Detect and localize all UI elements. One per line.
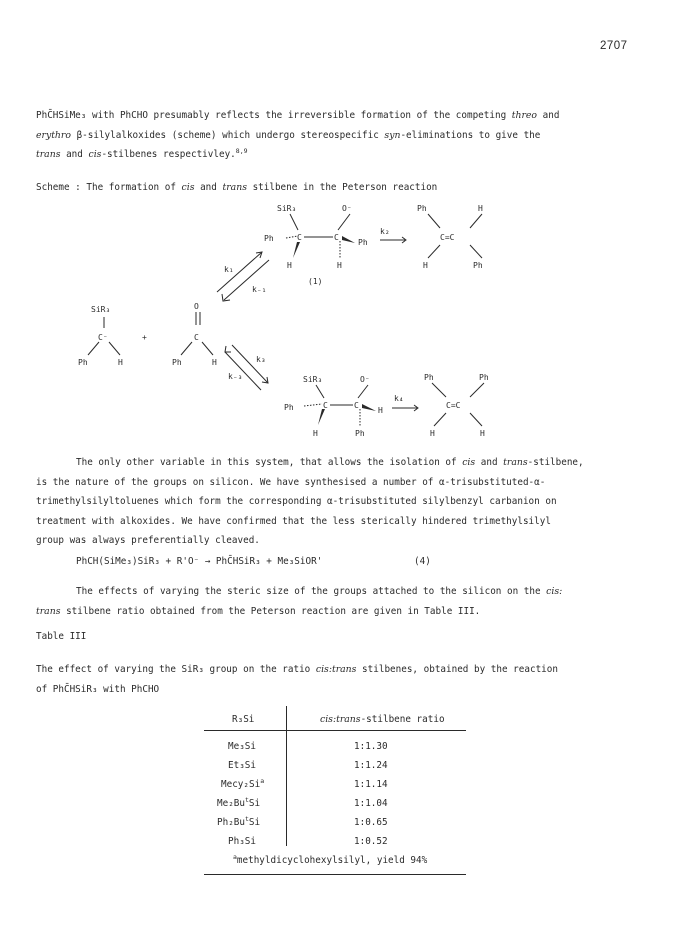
- h-label: H: [118, 358, 123, 367]
- h-label: H: [287, 261, 292, 270]
- footnote-marker: a: [233, 853, 237, 861]
- italic-syn: syn: [384, 129, 401, 141]
- italic-trans: trans: [36, 605, 61, 617]
- body-line: [36, 602, 646, 622]
- body-paragraph-2: [36, 582, 646, 621]
- table-row: [228, 741, 256, 760]
- ratio-cell: 1:1.14: [354, 779, 388, 790]
- italic-trans: trans: [36, 149, 61, 160]
- italic-trans: trans: [222, 182, 247, 193]
- header-rule: [204, 730, 466, 731]
- h-label: H: [378, 406, 383, 415]
- footnote-marker: a: [260, 777, 265, 785]
- body-text: and: [475, 457, 504, 468]
- h-label: H: [480, 429, 485, 438]
- reaction-scheme: [0, 200, 680, 465]
- ratio-cell: 1:1.30: [354, 741, 388, 752]
- wedge-bond: [362, 404, 376, 411]
- ratio-cell: 1:0.65: [354, 817, 388, 828]
- rate-km3-label: k₋₃: [228, 372, 243, 381]
- o-minus-label: O⁻: [360, 375, 370, 384]
- r3si-cell: Si: [248, 817, 261, 828]
- carbanion-label: C⁻: [98, 333, 108, 342]
- ph-label: Ph: [284, 403, 294, 412]
- intro-line-3: [36, 145, 646, 165]
- page-number: 2707: [600, 40, 628, 52]
- intro-text: -eliminations to give the: [400, 129, 541, 141]
- h-label: H: [313, 429, 318, 438]
- caption-text: Scheme : The formation of: [36, 182, 182, 193]
- intro-line-1: [36, 106, 646, 126]
- body-text: The only other variable in this system, that allows the isolation of: [76, 457, 463, 468]
- table-row: [217, 817, 260, 836]
- alkene-label: C=C: [440, 233, 455, 242]
- o-minus-label: O⁻: [342, 204, 352, 213]
- body-line: group was always preferentially cleaved.: [36, 535, 260, 546]
- intro-text: PhC̄HSiMe₃ with PhCHO presumably reflects the irreversible formation of the competing: [36, 110, 512, 121]
- ph-label: Ph: [479, 373, 489, 382]
- caption-text: stilbene in the Peterson reaction: [246, 182, 438, 193]
- r3si-cell: Ph₃Si: [228, 836, 256, 847]
- column-header-r3si: R₃Si: [232, 714, 255, 725]
- rate-k2-label: k₂: [380, 227, 390, 236]
- ph-label: Ph: [358, 238, 368, 247]
- caption-line: [36, 660, 646, 680]
- wedge-bond: [293, 242, 300, 258]
- equation-number: (4): [414, 556, 431, 567]
- column-header-ratio: [320, 713, 445, 726]
- compound-number-1: (1): [308, 277, 323, 286]
- header-text: -stilbene ratio: [360, 714, 445, 725]
- alkene-label: C=C: [446, 401, 461, 410]
- table-footnote: [233, 855, 427, 874]
- r3si-cell: Ph₂Bu: [217, 817, 245, 828]
- italic-cis: cis:: [546, 586, 563, 597]
- table-row: [228, 760, 256, 779]
- intro-text: β-silylalkoxides (scheme) which undergo stereospecific: [70, 129, 385, 141]
- rate-k4-label: k₄: [394, 394, 404, 403]
- italic-threo: threo: [511, 110, 538, 121]
- scheme-caption: [36, 181, 437, 194]
- body-text: -stilbene,: [527, 457, 584, 468]
- rate-km1-label: k₋₁: [252, 285, 267, 294]
- h-label: H: [212, 358, 217, 367]
- h-label: H: [423, 261, 428, 270]
- italic-trans: trans: [503, 457, 528, 468]
- ph-label: Ph: [264, 234, 274, 243]
- italic-cis-trans: cis:trans: [315, 664, 357, 675]
- wedge-bond: [342, 236, 355, 243]
- footnote-text: methyldicyclohexylsilyl, yield 94%: [236, 855, 428, 866]
- h-label: H: [478, 204, 483, 213]
- sir3-label: SiR₃: [91, 305, 111, 314]
- italic-cis: cis: [462, 457, 476, 468]
- citation-ref: 8,9: [235, 147, 248, 155]
- body-line: treatment with alkoxides. We have confirmed that the less sterically hindered trimethylsilyl: [36, 515, 551, 527]
- column-divider: [286, 706, 287, 846]
- ratio-cell: 1:1.04: [354, 798, 388, 809]
- body-line: is the nature of the groups on silicon. We have synthesised a number of α-trisubstituted-α-: [36, 476, 546, 488]
- r3si-cell: Me₃Si: [228, 741, 256, 752]
- table-label: Table III: [36, 631, 87, 642]
- italic-cis: cis: [181, 182, 195, 193]
- ph-label: Ph: [473, 261, 483, 270]
- body-text: The effects of varying the steric size of the groups attached to the silicon on the: [76, 586, 547, 597]
- caption-line: of PhC̄HSiR₃ with PhCHO: [36, 683, 160, 695]
- r3si-cell: Mecy₂Si: [221, 779, 261, 790]
- wedge-bond: [318, 409, 325, 425]
- table-row: [221, 779, 264, 798]
- table-row: [217, 798, 260, 817]
- italic-erythro: erythro: [36, 129, 71, 141]
- caption-text: stilbenes, obtained by the reaction: [356, 664, 558, 675]
- ratio-cell: 1:1.24: [354, 760, 388, 771]
- carbon-label: C: [354, 401, 359, 410]
- intro-text: and: [60, 149, 89, 160]
- equation-4: PhCH(SiMe₃)SiR₃ + R'O⁻ → PhC̄HSiR₃ + Me₃SiOR': [76, 556, 323, 567]
- carbon-label: C: [334, 233, 339, 242]
- intro-line-2: [36, 126, 646, 146]
- sir3-label: SiR₃: [303, 375, 323, 384]
- italic-cis: cis: [88, 149, 102, 160]
- intro-text: and: [537, 110, 560, 121]
- ph-label: Ph: [355, 429, 365, 438]
- r3si-cell: Me₂Bu: [217, 798, 245, 809]
- h-label: H: [430, 429, 435, 438]
- bottom-rule: [204, 874, 466, 875]
- rate-k3-label: k₃: [256, 355, 266, 364]
- ph-label: Ph: [78, 358, 88, 367]
- carbon-label: C: [297, 233, 302, 242]
- ratio-cell: 1:0.52: [354, 836, 388, 847]
- caption-text: The effect of varying the SiR₃ group on the ratio: [36, 664, 316, 675]
- italic-cis-trans: cis:trans: [320, 714, 361, 725]
- caption-text: and: [194, 182, 223, 193]
- tert-superscript: t: [245, 796, 249, 804]
- carbon-label: C: [323, 401, 328, 410]
- intro-paragraph: [36, 106, 646, 165]
- body-text: stilbene ratio obtained from the Peterson reaction are given in Table III.: [60, 605, 481, 617]
- intro-text: -stilbenes respectivley.: [101, 149, 236, 160]
- body-line: [36, 453, 646, 473]
- table-caption: [36, 660, 646, 699]
- ph-label: Ph: [172, 358, 182, 367]
- h-label: H: [337, 261, 342, 270]
- body-paragraph-1: [36, 453, 646, 551]
- body-line: trimethylsilyltoluenes which form the corresponding α-trisubstituted silylbenzyl carbanion on: [36, 496, 557, 507]
- tert-superscript: t: [245, 815, 249, 823]
- sir3-label: SiR₃: [277, 204, 297, 213]
- rate-k1-label: k₁: [224, 265, 234, 274]
- oxygen-label: O: [194, 302, 199, 311]
- ph-label: Ph: [424, 373, 434, 382]
- ph-label: Ph: [417, 204, 427, 213]
- body-line: [36, 582, 646, 602]
- carbon-label: C: [194, 333, 199, 342]
- r3si-cell: Et₃Si: [228, 760, 256, 771]
- plus-sign: +: [142, 333, 147, 342]
- r3si-cell: Si: [248, 798, 261, 809]
